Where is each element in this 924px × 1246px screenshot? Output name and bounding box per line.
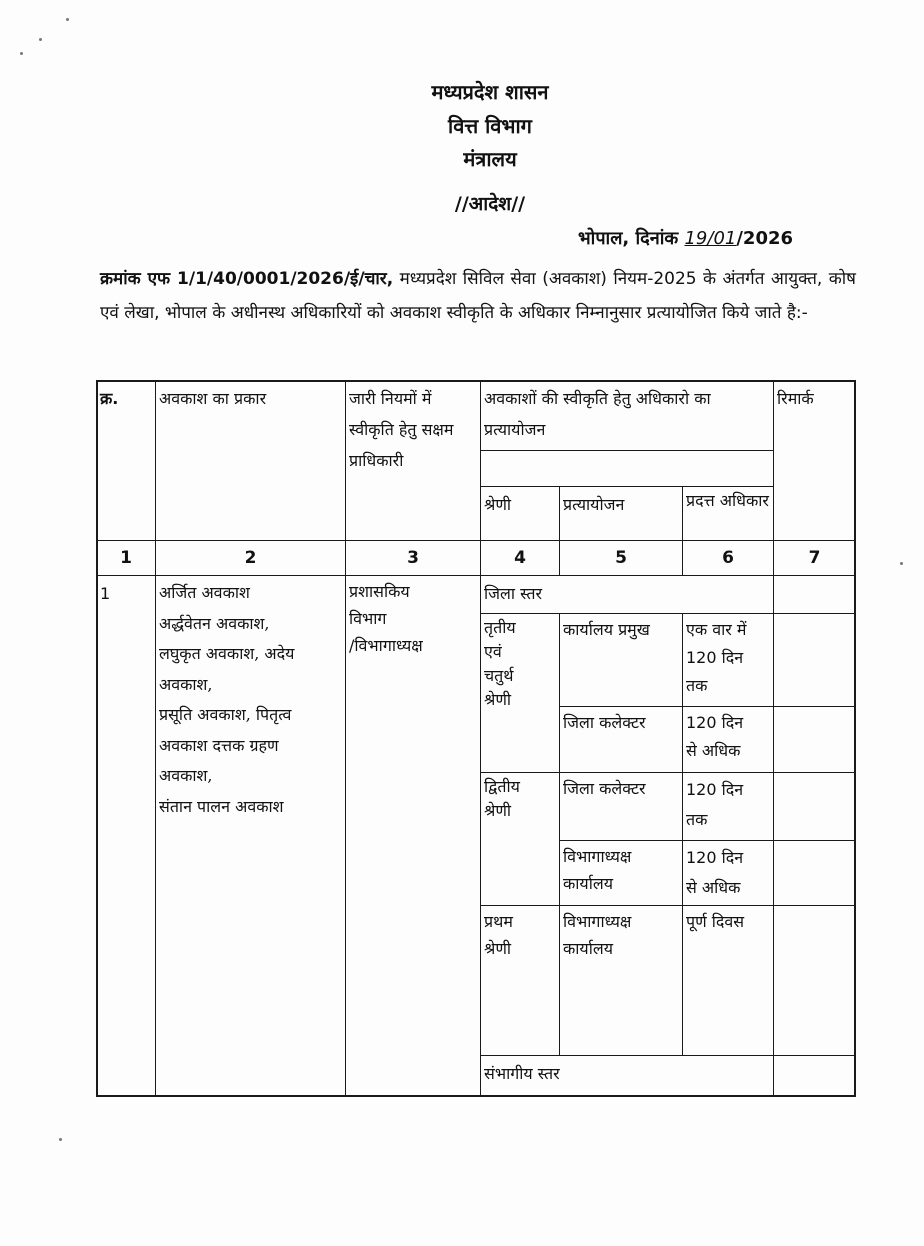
power-over-120-days: 120 दिन से अधिक [682,840,774,906]
power-over-120-days: 120 दिन से अधिक [682,706,774,773]
header-granted-power-text: प्रदत्त अधिकार [686,491,769,510]
scan-speck [900,562,903,565]
header-granted-power [682,486,774,541]
order-paragraph [100,262,856,330]
remark-cell [773,613,856,707]
remark-cell [773,706,856,773]
header-remark-text: रिमार्क [777,389,814,408]
category-second: द्वितीय श्रेणी [480,772,560,906]
column-number-7: 7 [773,540,856,576]
column-number-1: 1 [96,540,156,576]
row-serial: 1 [96,575,156,1097]
column-number-6: 6 [682,540,774,576]
delegation-office-head: कार्यालय प्रमुख [559,613,683,707]
handwritten-date: 19/01 [684,228,737,249]
scan-speck [59,1138,62,1141]
remark-cell [773,905,856,1056]
power-up-to-120-days: 120 दिन तक [682,772,774,841]
scan-speck [39,38,42,41]
header-delegation-text: प्रत्यायोजन [563,495,625,514]
office-heading: मंत्रालय [463,147,517,171]
header-competent-authority [345,380,481,541]
order-reference-number: क्रमांक एफ 1/1/40/0001/2026/ई/चार, [100,269,394,289]
delegation-hod-office: विभागाध्यक्ष कार्यालय [559,840,683,906]
delegation-district-collector: जिला कलेक्टर [559,772,683,841]
header-delegation-group-text: अवकाशों की स्वीकृति हेतु अधिकारो का प्रत्यायोजन [484,389,711,439]
category-first: प्रथम श्रेणी [480,905,560,1056]
scan-speck [66,18,69,21]
header-leave-type-text: अवकाश का प्रकार [159,389,267,408]
row-leave-types: अर्जित अवकाश अर्द्धवेतन अवकाश, लघुकृत अवकाश, अदेय अवकाश, प्रसूति अवकाश, पितृत्व अवकाश दत्तक ग्रहण अवकाश, संतान पालन अवकाश [155,575,346,1097]
department-heading: वित्त विभाग [448,114,532,138]
row-competent-authority: प्रशासकिय विभाग /विभागाध्यक्ष [345,575,481,1097]
header-remark [773,380,856,541]
delegation-district-collector: जिला कलेक्टर [559,706,683,773]
remark-cell [773,840,856,906]
remark-cell [773,772,856,841]
column-number-4: 4 [480,540,560,576]
header-category [480,486,560,541]
power-120-days-once: एक वार में 120 दिन तक [682,613,774,707]
header-category-text: श्रेणी [484,495,512,514]
header-serial-text: क्र. [100,389,119,408]
order-title: //आदेश// [454,193,526,215]
dateline [578,226,793,250]
place-date-label: भोपाल, दिनांक [578,228,685,249]
order-body-text: मध्यप्रदेश सिविल सेवा (अवकाश) नियम-2025 के अंतर्गत आयुक्त, कोष एवं लेखा, भोपाल के अधीनस्थ अधिकारियों को अवकाश स्वीकृति के अधिकार निम्नानुसार प्रत्यायोजित किये जाते है:- [100,269,856,323]
district-level-label: जिला स्तर [480,575,774,614]
scan-speck [20,52,23,55]
category-third-fourth: तृतीय एवं चतुर्थ श्रेणी [480,613,560,773]
column-number-3: 3 [345,540,481,576]
header-delegation [559,486,683,541]
column-number-5: 5 [559,540,683,576]
header-serial [96,380,156,541]
divisional-level-label: संभागीय स्तर [480,1055,774,1097]
delegation-hod-office: विभागाध्यक्ष कार्यालय [559,905,683,1056]
power-full-days: पूर्ण दिवस [682,905,774,1056]
district-level-remark [773,575,856,614]
header-leave-type [155,380,346,541]
column-number-2: 2 [155,540,346,576]
header-delegation-group [480,380,774,451]
divisional-level-remark [773,1055,856,1097]
date-year: /2026 [736,228,794,249]
government-heading: मध्यप्रदेश शासन [431,80,549,104]
header-blank-row [480,450,774,487]
header-competent-authority-text: जारी नियमों में स्वीकृति हेतु सक्षम प्राधिकारी [349,389,454,470]
